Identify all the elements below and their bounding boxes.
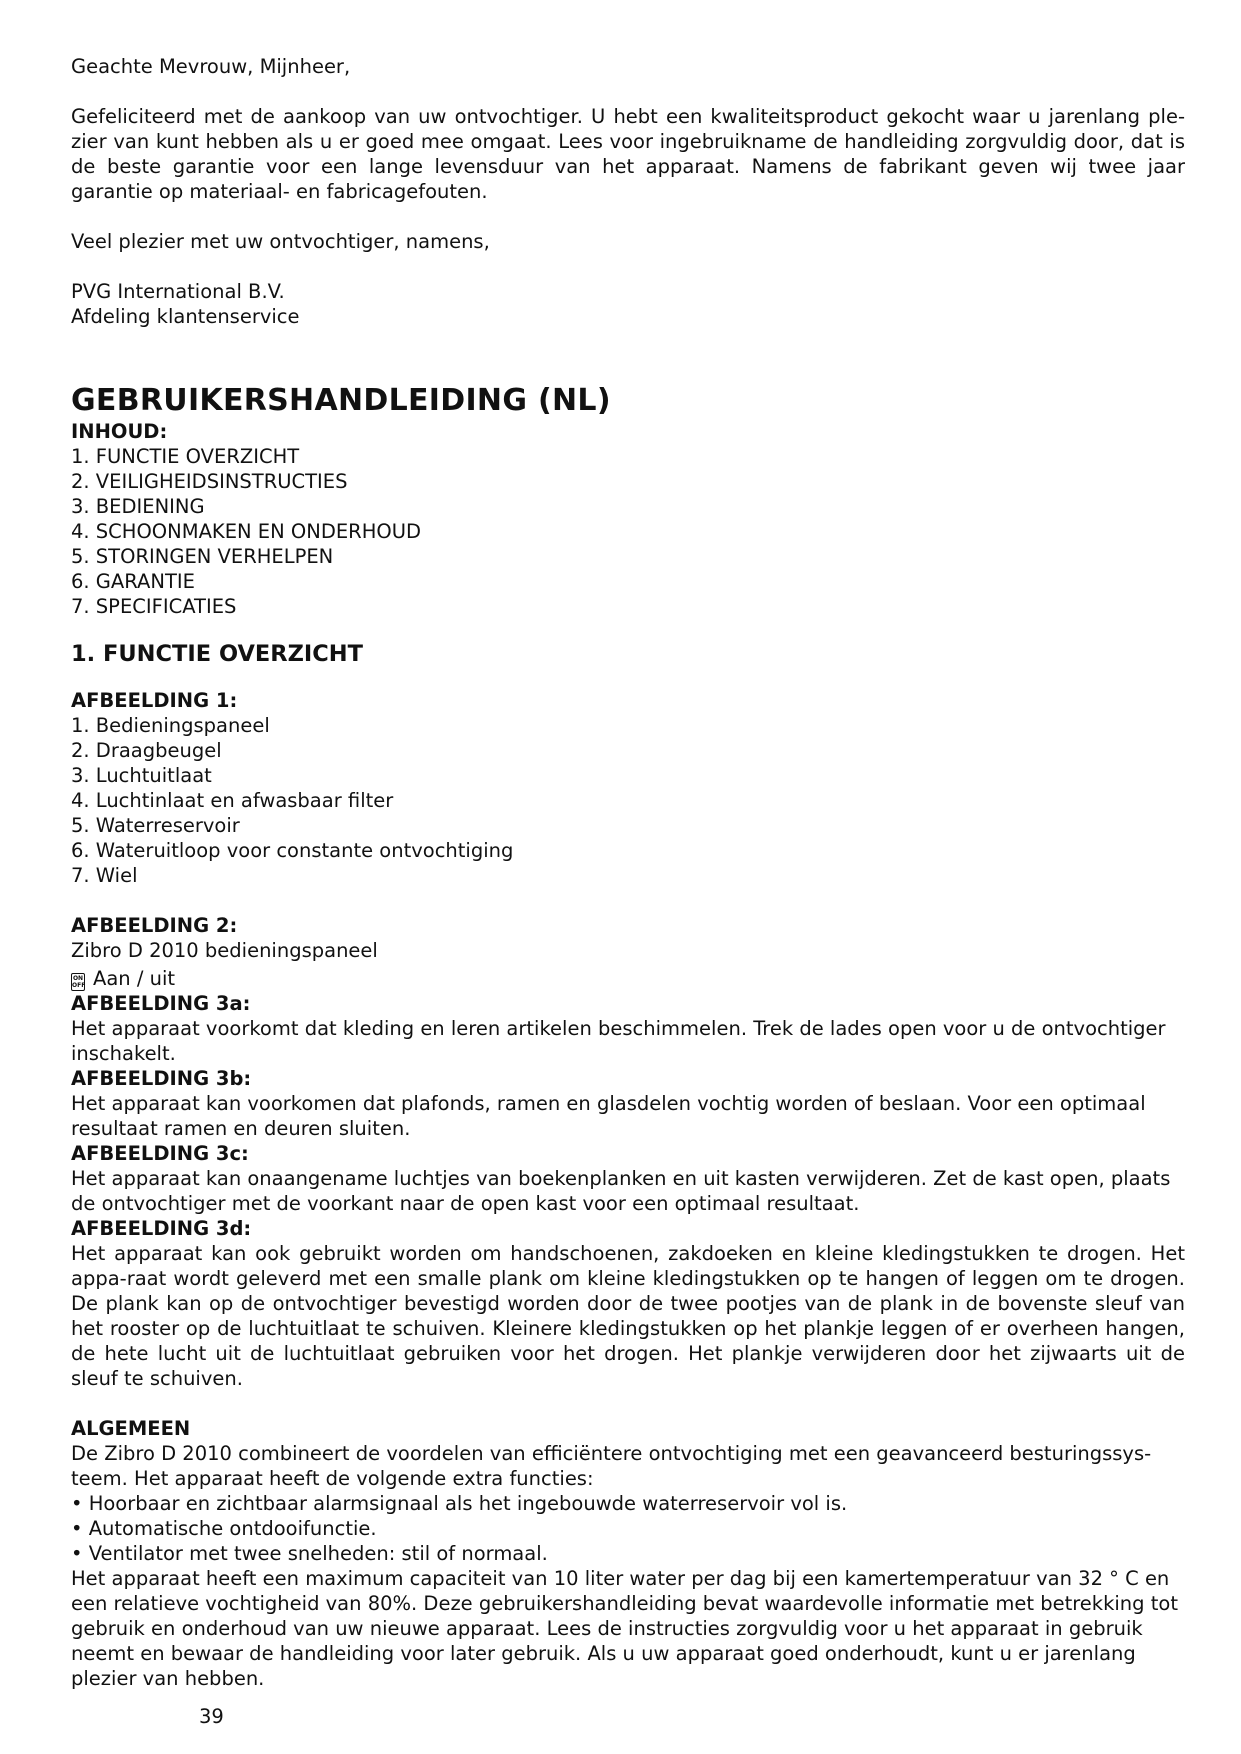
list-item: 2. VEILIGHEIDSINSTRUCTIES xyxy=(71,470,348,493)
figure3a-heading: AFBEELDING 3a: xyxy=(71,992,251,1015)
general-bullets xyxy=(71,1491,1185,1566)
list-item: • Automatische ontdooifunctie. xyxy=(71,1517,377,1540)
list-item: • Hoorbaar en zichtbaar alarmsignaal als het ingebouwde waterreservoir vol is. xyxy=(71,1492,848,1515)
contents-heading: INHOUD: xyxy=(71,420,168,443)
onoff-icon-on-text: ON xyxy=(72,975,84,982)
list-item: 1. Bedieningspaneel xyxy=(71,714,270,737)
list-item: 7. Wiel xyxy=(71,864,138,887)
intro-paragraph: Gefeliciteerd met de aankoop van uw ontvochtiger. U hebt een kwaliteitsproduct gekocht waar u jarenlang ple-zier van kunt hebben als u er goed mee omgaat. Lees voor ingebruikname de handleiding zorgvuldig door, dat is de beste garantie voor een lange levensduur van het apparaat. Namens de fabrikant geven wij twee jaar garantie op materiaal- en fabricagefouten. xyxy=(71,105,1185,203)
figure1-heading: AFBEELDING 1: xyxy=(71,689,238,712)
onoff-label: Aan / uit xyxy=(93,967,176,990)
list-item: 6. GARANTIE xyxy=(71,570,195,593)
page-number: 39 xyxy=(199,1705,224,1728)
contents-list xyxy=(71,444,1185,619)
figure2-caption: Zibro D 2010 bedieningspaneel xyxy=(71,939,378,962)
onoff-icon-off-text: OFF xyxy=(72,982,86,989)
list-item: 7. SPECIFICATIES xyxy=(71,595,237,618)
figure3b-text: Het apparaat kan voorkomen dat plafonds, ramen en glasdelen vochtig worden of beslaan. Voor een optimaal resultaat ramen en deuren sluiten. xyxy=(71,1092,1146,1140)
salutation: Geachte Mevrouw, Mijnheer, xyxy=(71,55,351,78)
list-item: 5. STORINGEN VERHELPEN xyxy=(71,545,334,568)
list-item: 4. SCHOONMAKEN EN ONDERHOUD xyxy=(71,520,422,543)
figure3d-heading: AFBEELDING 3d: xyxy=(71,1217,252,1240)
list-item: 1. FUNCTIE OVERZICHT xyxy=(71,445,300,468)
list-item: 4. Luchtinlaat en afwasbaar filter xyxy=(71,789,394,812)
general-intro: De Zibro D 2010 combineert de voordelen van efficiëntere ontvochtiging met een geavanceerd besturingssys-teem. Het apparaat heeft de volgende extra functies: xyxy=(71,1442,1152,1490)
general-heading: ALGEMEEN xyxy=(71,1417,191,1440)
list-item: • Ventilator met twee snelheden: stil of normaal. xyxy=(71,1542,548,1565)
figure3b-heading: AFBEELDING 3b: xyxy=(71,1067,252,1090)
document-page xyxy=(71,54,1185,1691)
onoff-row xyxy=(71,966,1185,991)
figure2-heading: AFBEELDING 2: xyxy=(71,914,238,937)
company-name: PVG International B.V. xyxy=(71,280,285,303)
figure3c-heading: AFBEELDING 3c: xyxy=(71,1142,249,1165)
closing-line: Veel plezier met uw ontvochtiger, namens, xyxy=(71,230,490,253)
section-heading: 1. FUNCTIE OVERZICHT xyxy=(71,641,363,667)
manual-title: GEBRUIKERSHANDLEIDING (NL) xyxy=(71,383,611,418)
department-name: Afdeling klantenservice xyxy=(71,305,300,328)
figure3a-text: Het apparaat voorkomt dat kleding en leren artikelen beschimmelen. Trek de lades open voor u de ontvochtiger inschakelt. xyxy=(71,1017,1166,1065)
figure1-list xyxy=(71,713,1185,888)
list-item: 5. Waterreservoir xyxy=(71,814,240,837)
figure3c-text: Het apparaat kan onaangename luchtjes van boekenplanken en uit kasten verwijderen. Zet de kast open, plaats de ontvochtiger met de voorkant naar de open kast voor een optimaal resultaat. xyxy=(71,1167,1171,1215)
list-item: 2. Draagbeugel xyxy=(71,739,222,762)
list-item: 6. Wateruitloop voor constante ontvochtiging xyxy=(71,839,514,862)
list-item: 3. BEDIENING xyxy=(71,495,205,518)
power-button-icon xyxy=(71,973,85,991)
figure3d-text: Het apparaat kan ook gebruikt worden om handschoenen, zakdoeken en kleine kledingstukken te drogen. Het appa-raat wordt geleverd met een smalle plank om kleine kledingstukken op te hangen of leggen om te drogen. De plank kan op de ontvochtiger bevestigd worden door de twee pootjes van de plank in de bovenste sleuf van het rooster op de luchtuitlaat te schuiven. Kleinere kledingstukken op het plankje leggen of er overheen hangen, de hete lucht uit de luchtuitlaat gebruiken voor het drogen. Het plankje verwijderen door het zijwaarts uit de sleuf te schuiven. xyxy=(71,1242,1185,1390)
general-closing: Het apparaat heeft een maximum capaciteit van 10 liter water per dag bij een kamertemperatuur van 32 ° C en een relatieve vochtigheid van 80%. Deze gebruikershandleiding bevat waardevolle informatie met betrekking tot gebruik en onderhoud van uw nieuwe apparaat. Lees de instructies zorgvuldig voor u het apparaat in gebruik neemt en bewaar de handleiding voor later gebruik. Als u uw apparaat goed onderhoudt, kunt u er jarenlang plezier van hebben. xyxy=(71,1567,1178,1690)
list-item: 3. Luchtuitlaat xyxy=(71,764,212,787)
